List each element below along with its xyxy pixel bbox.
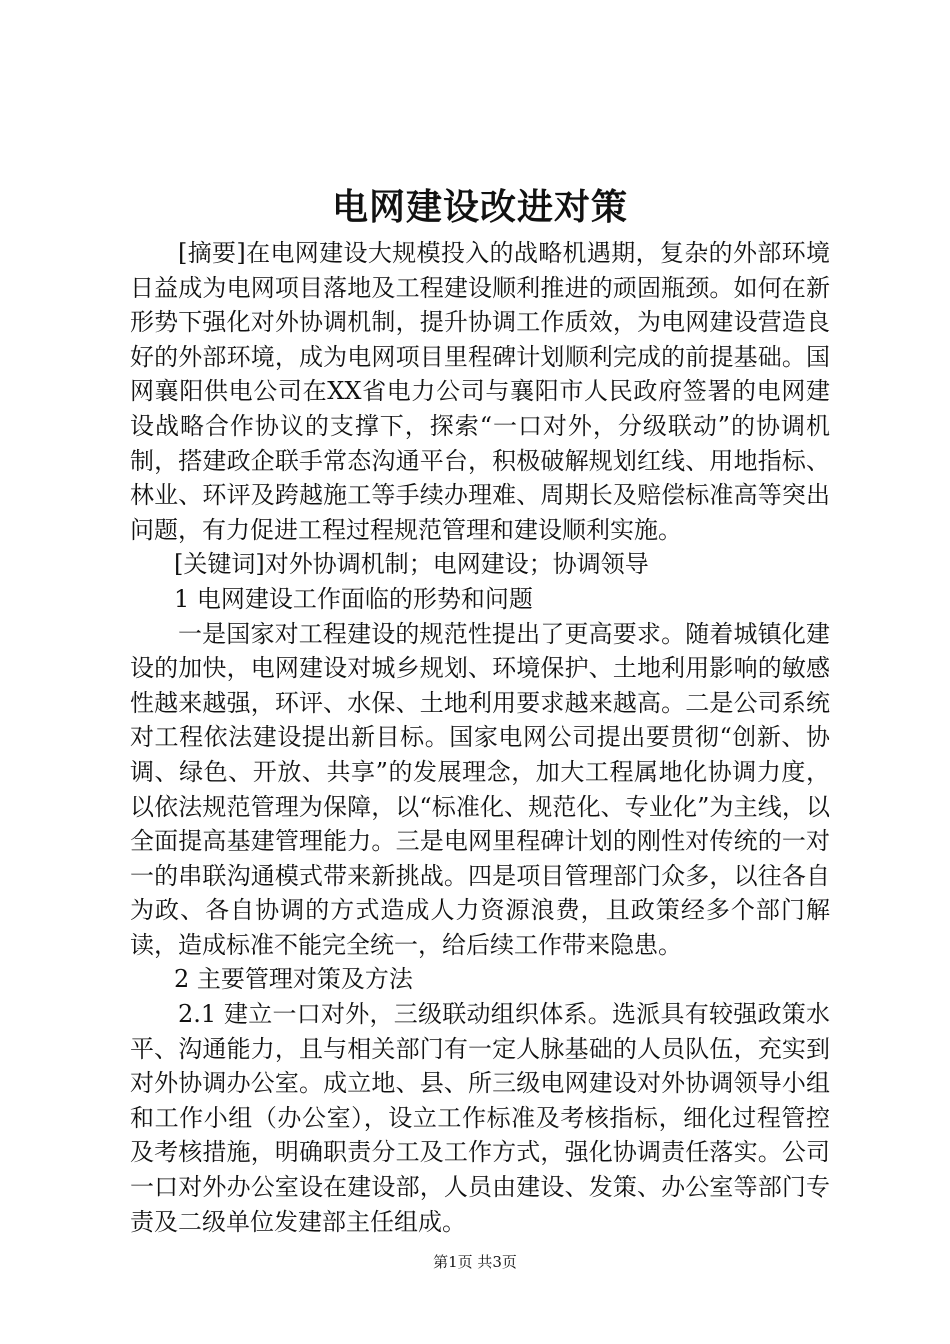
section-heading-1: 1 电网建设工作面临的形势和问题 bbox=[174, 584, 533, 613]
document-page bbox=[130, 182, 830, 1239]
keywords-line: [关键词]对外协调机制；电网建设；协调领导 bbox=[174, 550, 649, 579]
page-footer: 第1页 共3页 bbox=[433, 1253, 517, 1271]
section-heading-2: 2 主要管理对策及方法 bbox=[174, 965, 413, 994]
section-1-paragraph: 一是国家对工程建设的规范性提出了更高要求。随着城镇化建设的加快，电网建设对城乡规划、环境保护、土地利用影响的敏感性越来越强，环评、水保、土地利用要求越来越高。二是公司系统对工程依法建设提出新目标。国家电网公司提出要贯彻“创新、协调、绿色、开放、共享”的发展理念，加大工程属地化协调力度，以依法规范管理为保障，以“标准化、规范化、专业化”为主线，以全面提高基建管理能力。三是电网里程碑计划的刚性对传统的一对一的串联沟通模式带来新挑战。四是项目管理部门众多，以往各自为政、各自协调的方式造成人力资源浪费，且政策经多个部门解读，造成标准不能完全统一，给后续工作带来隐患。 bbox=[130, 619, 830, 959]
section-2-1-paragraph: 2.1 建立一口对外，三级联动组织体系。选派具有较强政策水平、沟通能力，且与相关部门有一定人脉基础的人员队伍，充实到对外协调办公室。成立地、县、所三级电网建设对外协调领导小组和工作小组（办公室），设立工作标准及考核指标，细化过程管控及考核措施，明确职责分工及工作方式，强化协调责任落实。公司一口对外办公室设在建设部，人员由建设、发策、办公室等部门专责及二级单位发建部主任组成。 bbox=[130, 1000, 830, 1236]
document-title: 电网建设改进对策 bbox=[331, 186, 628, 228]
abstract-paragraph: [摘要]在电网建设大规模投入的战略机遇期，复杂的外部环境日益成为电网项目落地及工程建设顺利推进的顽固瓶颈。如何在新形势下强化对外协调机制，提升协调工作质效，为电网建设营造良好的外部环境，成为电网项目里程碑计划顺利完成的前提基础。国网襄阳供电公司在XX省电力公司与襄阳市人民政府签署的电网建设战略合作协议的支撑下，探索“一口对外，分级联动”的协调机制，搭建政企联手常态沟通平台，积极破解规划红线、用地指标、林业、环评及跨越施工等手续办理难、周期长及赔偿标准高等突出问题，有力促进工程过程规范管理和建设顺利实施。 bbox=[130, 239, 830, 544]
